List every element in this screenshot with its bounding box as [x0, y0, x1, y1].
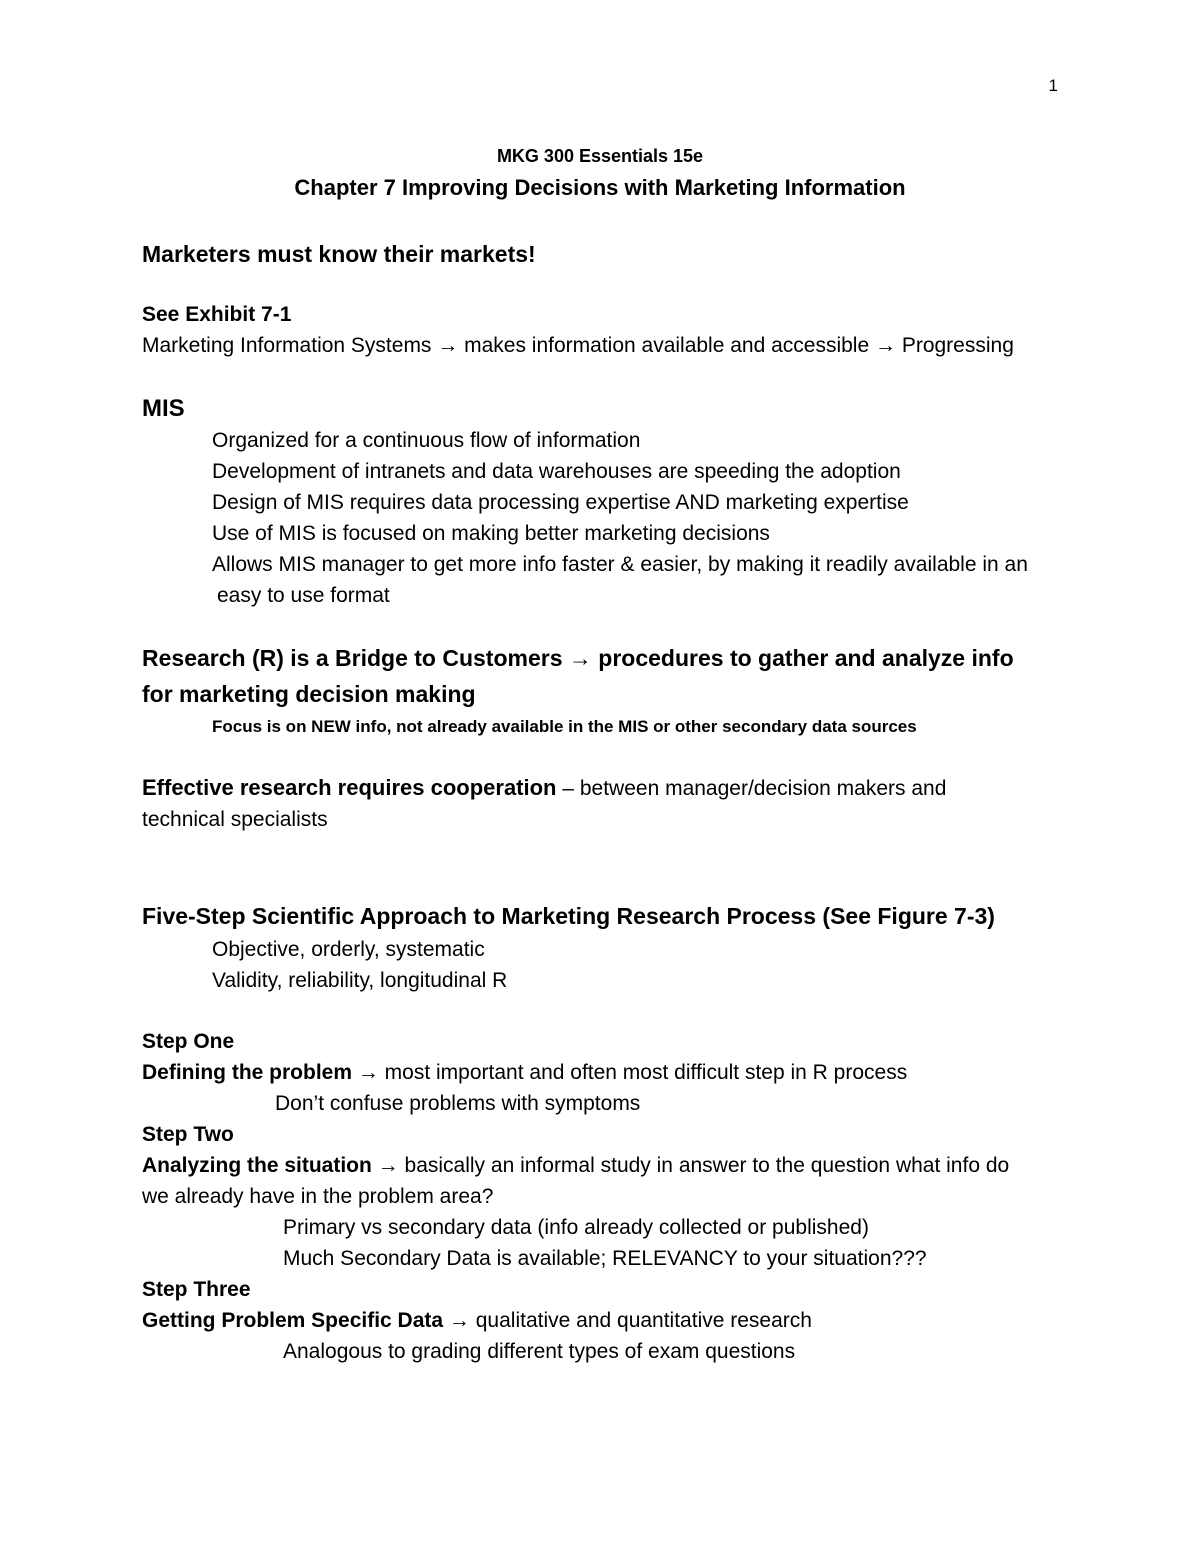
- mis-item: Design of MIS requires data processing expertise AND marketing expertise: [212, 491, 909, 514]
- step-two-line: [142, 1153, 1009, 1179]
- course-heading: MKG 300 Essentials 15e: [496, 146, 704, 166]
- step-two-line2: we already have in the problem area?: [142, 1185, 494, 1208]
- page-number: 1: [1048, 76, 1058, 95]
- step-two-bold: Analyzing the situation →: [142, 1154, 399, 1177]
- mis-item-continued: easy to use format: [217, 584, 390, 607]
- step-three-label: Step Three: [142, 1278, 251, 1301]
- cooperation-bold: Effective research requires cooperation: [142, 775, 557, 800]
- step-three-rest: qualitative and quantitative research: [469, 1309, 812, 1332]
- research-note: Focus is on NEW info, not already available in the MIS or other secondary data sources: [212, 717, 917, 736]
- intro-heading: Marketers must know their markets!: [142, 241, 536, 267]
- exhibit-line: Marketing Information Systems → makes information available and accessible → Progressing: [142, 334, 1014, 357]
- step-three-line: [142, 1308, 812, 1334]
- research-heading-line2: for marketing decision making: [142, 681, 476, 707]
- step-one-rest: most important and often most difficult step in R process: [378, 1061, 908, 1084]
- step-one-bold: Defining the problem →: [142, 1061, 379, 1084]
- step-two-sub: Primary vs secondary data (info already collected or published): [283, 1216, 869, 1239]
- step-three-sub: Analogous to grading different types of exam questions: [283, 1340, 796, 1363]
- cooperation-rest: – between manager/decision makers and: [556, 777, 947, 800]
- five-step-item: Validity, reliability, longitudinal R: [212, 969, 508, 992]
- mis-item: Use of MIS is focused on making better marketing decisions: [212, 522, 770, 545]
- research-heading-line1: Research (R) is a Bridge to Customers → procedures to gather and analyze info: [142, 645, 1014, 671]
- five-step-heading: Five-Step Scientific Approach to Marketing Research Process (See Figure 7-3): [142, 903, 995, 929]
- chapter-title: Chapter 7 Improving Decisions with Marketing Information: [294, 175, 906, 200]
- mis-item: Organized for a continuous flow of information: [212, 429, 641, 452]
- exhibit-ref: See Exhibit 7-1: [142, 303, 292, 326]
- step-three-bold: Getting Problem Specific Data →: [142, 1309, 470, 1332]
- mis-item: Allows MIS manager to get more info faster & easier, by making it readily available in an: [212, 553, 1028, 576]
- step-two-sub: Much Secondary Data is available; RELEVANCY to your situation???: [283, 1247, 927, 1270]
- step-two-label: Step Two: [142, 1123, 234, 1146]
- cooperation-line2: technical specialists: [142, 808, 328, 831]
- step-one-line: [142, 1060, 907, 1086]
- step-one-label: Step One: [142, 1030, 235, 1053]
- mis-heading: MIS: [142, 395, 185, 422]
- five-step-item: Objective, orderly, systematic: [212, 938, 485, 961]
- mis-item: Development of intranets and data warehouses are speeding the adoption: [212, 460, 901, 483]
- step-two-rest: basically an informal study in answer to the question what info do: [398, 1154, 1010, 1177]
- cooperation-line1: [142, 775, 946, 802]
- step-one-sub: Don’t confuse problems with symptoms: [275, 1092, 641, 1115]
